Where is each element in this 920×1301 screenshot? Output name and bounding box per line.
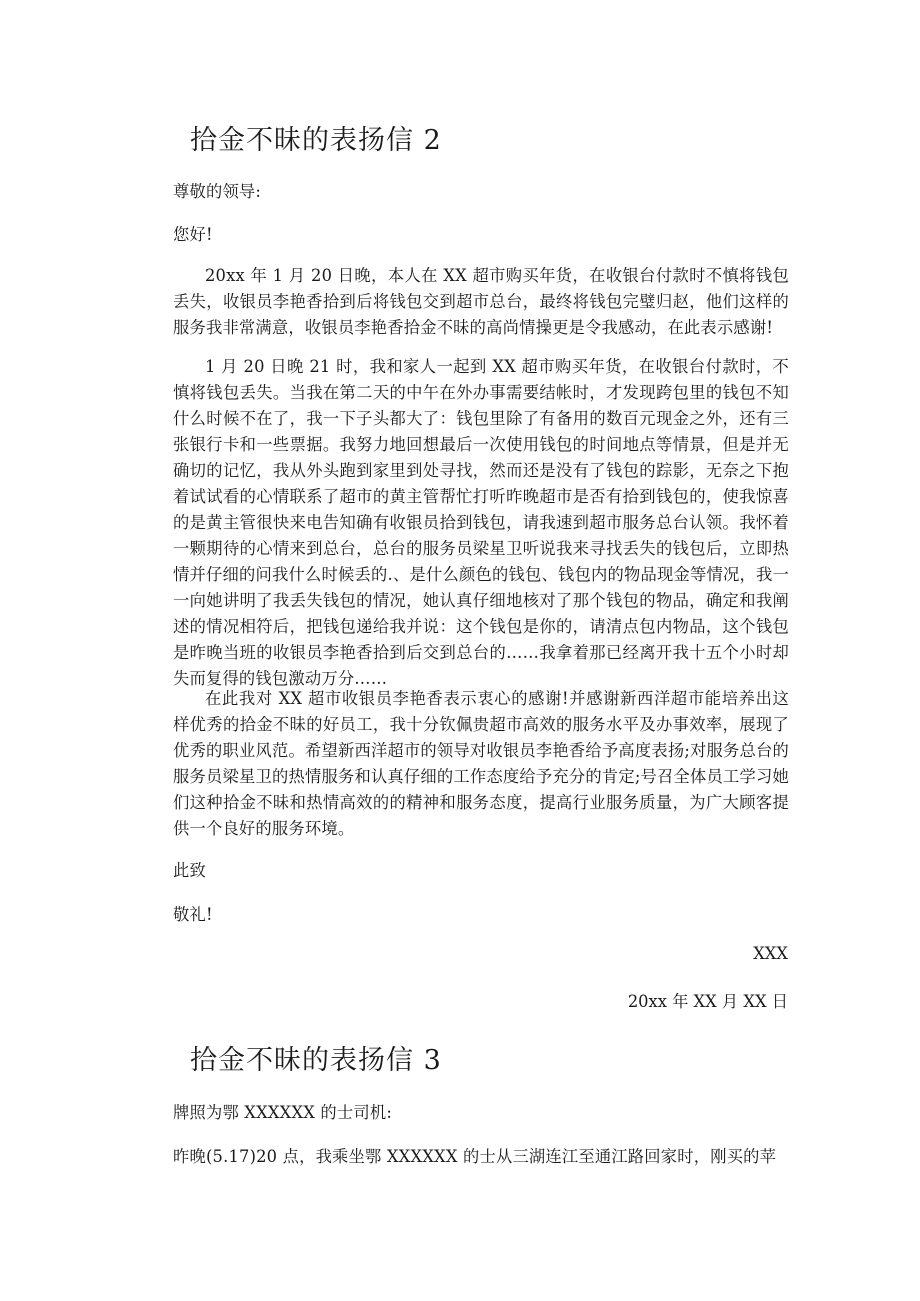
letter-2-signature: XXX (753, 944, 788, 963)
letter-2-closing-2: 敬礼! (173, 905, 213, 924)
letter-3-salutation: 牌照为鄂 XXXXXX 的士司机: (173, 1103, 393, 1122)
letter-2-closing-1: 此致 (173, 861, 206, 880)
letter-2-greeting: 您好! (173, 225, 213, 244)
letter-2-paragraph-1-text: 20xx 年 1 月 20 日晚，本人在 XX 超市购买年货，在收银台付款时不慎将钱包丢失，收银员李艳香拾到后将钱包交到超市总台，最终将钱包完璧归赵，他们这样的服务我非常满意，收银员李艳香拾金不昧的高尚情操更是令我感动，在此表示感谢! (173, 266, 789, 337)
letter-2-paragraph-3 (173, 686, 789, 842)
letter-2-salutation: 尊敬的领导: (173, 182, 262, 201)
letter-2-paragraph-2 (173, 354, 789, 692)
letter-2-paragraph-2-text: 1 月 20 日晚 21 时，我和家人一起到 XX 超市购买年货，在收银台付款时，不慎将钱包丢失。当我在第二天的中午在外办事需要结帐时，才发现跨包里的钱包不知什么时候不在了，我一下子头都大了：钱包里除了有备用的数百元现金之外，还有三张银行卡和一些票据。我努力地回想最后一次使用钱包的时间地点等情景，但是并无确切的记忆，我从外头跑到家里到处寻找，然而还是没有了钱包的踪影，无奈之下抱着试试看的心情联系了超市的黄主管帮忙打听昨晚超市是否有拾到钱包的，使我惊喜的是黄主管很快来电告知确有收银员拾到钱包，请我速到超市服务总台认领。我怀着一颗期待的心情来到总台，总台的服务员梁星卫听说我来寻找丢失的钱包后，立即热情并仔细的问我什么时候丢的.、是什么颜色的钱包、钱包内的物品现金等情况，我一一向她讲明了我丢失钱包的情况，她认真仔细地核对了那个钱包的物品，确定和我阐述的情况相符后，把钱包递给我并说：这个钱包是你的，请清点包内物品，这个钱包是昨晚当班的收银员李艳香拾到后交到总台的……我拿着那已经离开我十五个小时却失而复得的钱包激动万分…… (173, 357, 789, 688)
letter-3-title: 拾金不昧的表扬信 3 (190, 1045, 442, 1076)
letter-2-paragraph-1 (173, 263, 789, 341)
letter-3-first-line: 昨晚(5.17)20 点，我乘坐鄂 XXXXXX 的士从三湖连江至通江路回家时，刚买的苹 (173, 1147, 777, 1166)
letter-2-date: 20xx 年 XX 月 XX 日 (627, 992, 788, 1011)
letter-2-paragraph-3-text: 在此我对 XX 超市收银员李艳香表示衷心的感谢!并感谢新西洋超市能培养出这样优秀的拾金不昧的好员工，我十分钦佩贵超市高效的服务水平及办事效率，展现了优秀的职业风范。希望新西洋超市的领导对收银员李艳香给予高度表扬;对服务总台的服务员梁星卫的热情服务和认真仔细的工作态度给予充分的肯定;号召全体员工学习她们这种拾金不昧和热情高效的的精神和服务态度，提高行业服务质量，为广大顾客提供一个良好的服务环境。 (173, 689, 789, 838)
letter-2-title: 拾金不昧的表扬信 2 (190, 125, 442, 156)
